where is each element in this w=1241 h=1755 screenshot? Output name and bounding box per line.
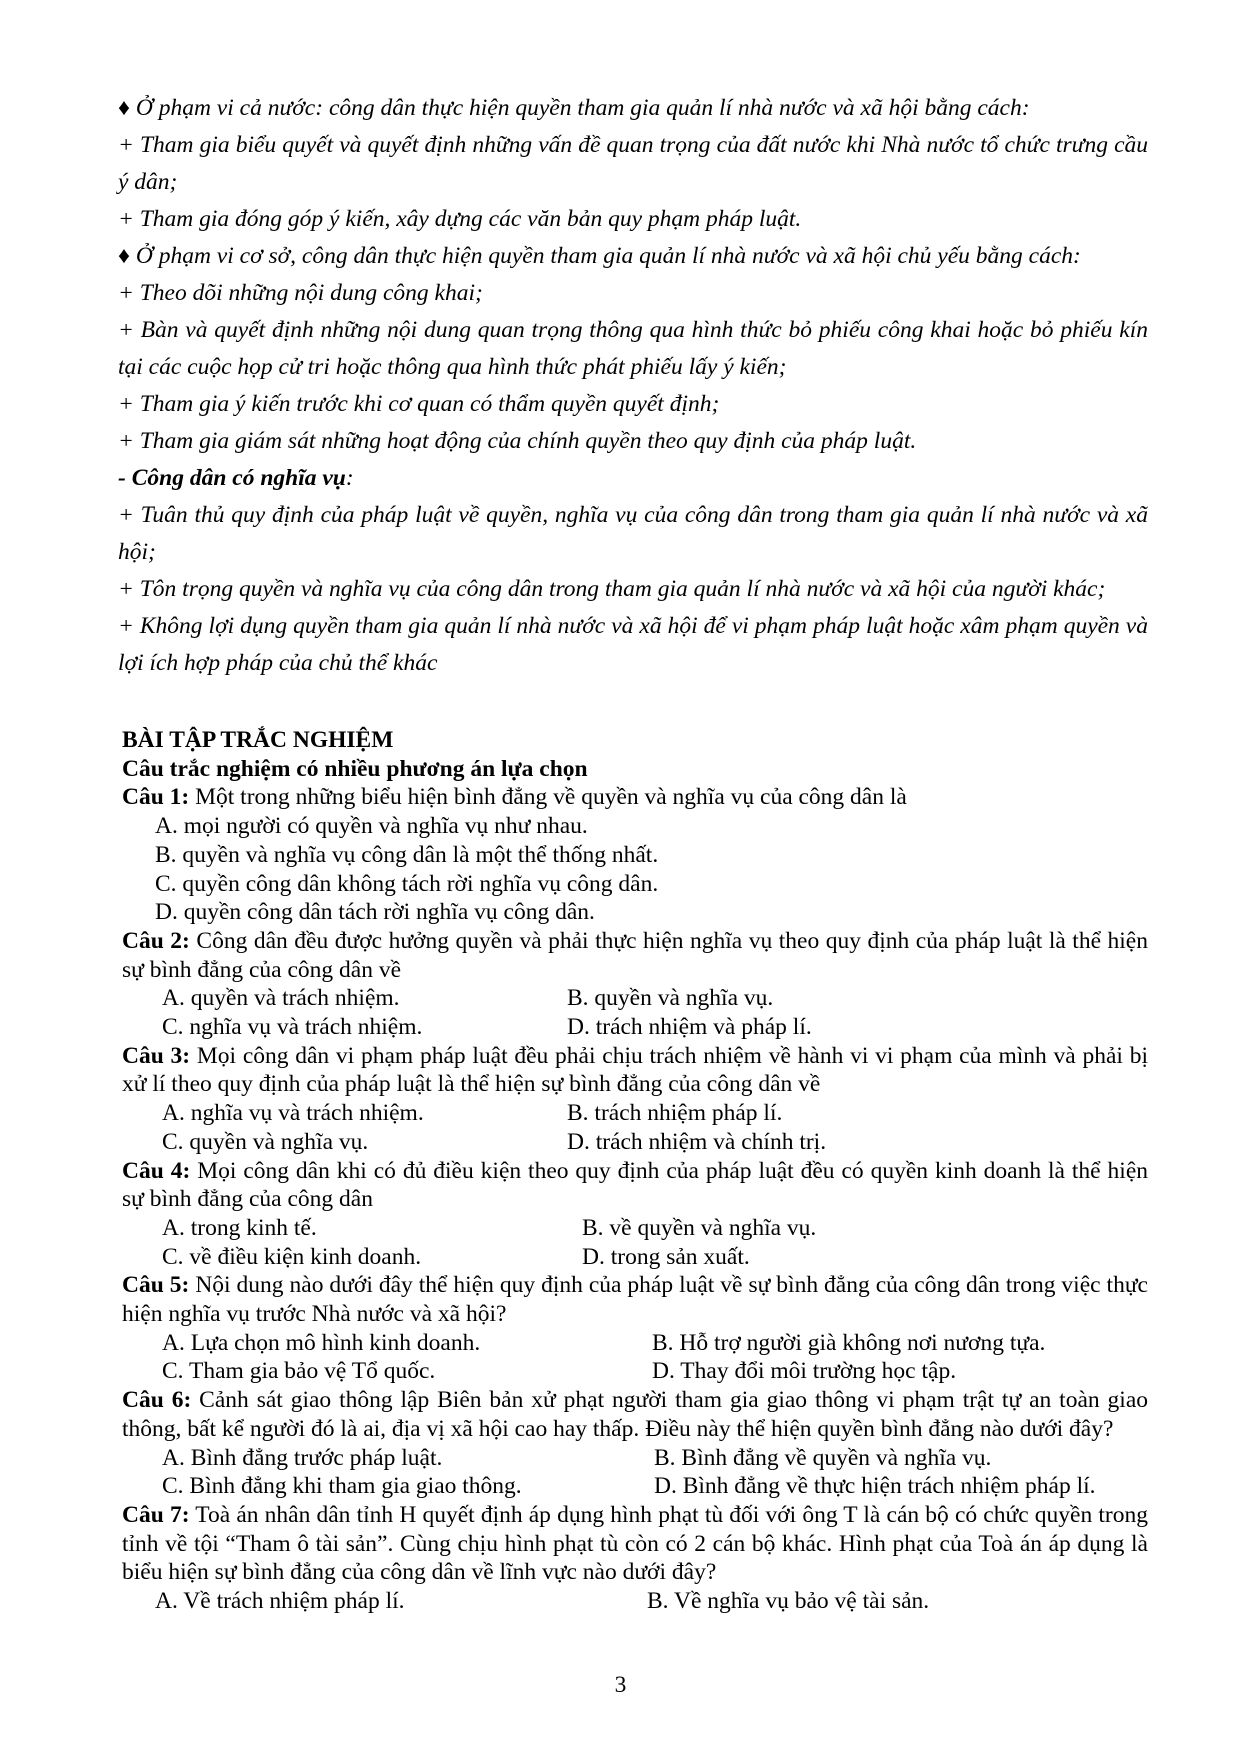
option-a: A. Bình đẳng trước pháp luật. — [162, 1444, 443, 1471]
question-number: Câu 2: — [122, 927, 190, 954]
option-d: D. quyền công dân tách rời nghĩa vụ công dân. — [155, 899, 595, 926]
theory-line: ♦ Ở phạm vi cơ sở, công dân thực hiện quyền tham gia quản lí nhà nước và xã hội chủ yếu bằng cách: — [118, 243, 1081, 269]
option-d: D. Thay đổi môi trường học tập. — [652, 1358, 957, 1385]
duty-heading-text: - Công dân có nghĩa vụ — [118, 465, 346, 491]
exercise-heading: BÀI TẬP TRẮC NGHIỆM — [122, 727, 394, 753]
theory-section — [118, 90, 1148, 682]
theory-line: + Tham gia đóng góp ý kiến, xây dựng các văn bản quy phạm pháp luật. — [118, 206, 802, 232]
theory-line: + Bàn và quyết định những nội dung quan trọng thông qua hình thức bỏ phiếu công khai hoặc bỏ phiếu kín tại các cuộc họp cử tri hoặc thông qua hình thức phát phiếu lấy ý kiến; — [118, 317, 1148, 380]
option-d: D. Bình đẳng về thực hiện trách nhiệm pháp lí. — [654, 1473, 1096, 1500]
theory-line: + Tham gia ý kiến trước khi cơ quan có thẩm quyền quyết định; — [118, 391, 720, 417]
option-c: C. về điều kiện kinh doanh. — [162, 1243, 422, 1270]
question-text: Cảnh sát giao thông lập Biên bản xử phạt người tham gia giao thông vi phạm trật tự an toàn giao thông, bất kể người đó là ai, địa vị xã hội cao hay thấp. Điều này thể hiện quyền bình đẳng nào dưới đây? — [122, 1387, 1148, 1442]
question-1 — [122, 783, 1148, 927]
option-c: C. Bình đẳng khi tham gia giao thông. — [162, 1473, 522, 1500]
option-d: D. trong sản xuất. — [582, 1243, 750, 1270]
exercise-subheading: Câu trắc nghiệm có nhiều phương án lựa chọn — [122, 755, 588, 782]
option-a: A. Lựa chọn mô hình kinh doanh. — [162, 1329, 481, 1356]
question-text: Nội dung nào dưới đây thể hiện quy định của pháp luật về sự bình đẳng của công dân trong việc thực hiện nghĩa vụ trước Nhà nước và xã hội? — [122, 1272, 1148, 1328]
option-c: C. Tham gia bảo vệ Tổ quốc. — [162, 1358, 436, 1385]
duty-heading-colon: : — [345, 465, 354, 491]
question-6 — [122, 1386, 1148, 1501]
option-a: A. quyền và trách nhiệm. — [162, 985, 400, 1012]
question-7 — [122, 1501, 1148, 1616]
question-4 — [122, 1157, 1148, 1272]
option-a: A. nghĩa vụ và trách nhiệm. — [162, 1100, 424, 1127]
option-d: D. trách nhiệm và chính trị. — [567, 1128, 827, 1155]
option-a: A. trong kinh tế. — [162, 1214, 317, 1241]
duty-line: + Tuân thủ quy định của pháp luật về quyền, nghĩa vụ của công dân trong tham gia quản lí nhà nước và xã hội; — [118, 502, 1148, 565]
option-c: C. nghĩa vụ và trách nhiệm. — [162, 1014, 423, 1041]
theory-line: + Tham gia giám sát những hoạt động của chính quyền theo quy định của pháp luật. — [118, 428, 917, 454]
option-b: B. quyền và nghĩa vụ. — [567, 985, 774, 1012]
question-2 — [122, 927, 1148, 1042]
question-number: Câu 4: — [122, 1157, 191, 1184]
page-number: 3 — [614, 1672, 627, 1698]
option-d: D. trách nhiệm và pháp lí. — [567, 1014, 812, 1041]
question-number: Câu 5: — [122, 1272, 190, 1299]
question-number: Câu 3: — [122, 1042, 191, 1069]
question-number: Câu 6: — [122, 1387, 192, 1414]
question-text: Mọi công dân khi có đủ điều kiện theo quy định của pháp luật đều có quyền kinh doanh là thể hiện sự bình đẳng của công dân — [122, 1157, 1148, 1213]
option-b: B. Bình đẳng về quyền và nghĩa vụ. — [654, 1444, 992, 1471]
option-b: B. quyền và nghĩa vụ công dân là một thể thống nhất. — [155, 841, 659, 868]
duty-heading — [118, 460, 1148, 497]
duty-line: + Không lợi dụng quyền tham gia quản lí nhà nước và xã hội để vi phạm pháp luật hoặc xâm phạm quyền và lợi ích hợp pháp của chủ thể khác — [118, 613, 1148, 676]
option-c: C. quyền và nghĩa vụ. — [162, 1128, 369, 1155]
option-c: C. quyền công dân không tách rời nghĩa vụ công dân. — [155, 870, 659, 897]
question-text: Mọi công dân vi phạm pháp luật đều phải chịu trách nhiệm về hành vi vi phạm của mình và phải bị xử lí theo quy định của pháp luật là thể hiện sự bình đẳng của công dân về — [122, 1042, 1148, 1098]
duty-line: + Tôn trọng quyền và nghĩa vụ của công dân trong tham gia quản lí nhà nước và xã hội của người khác; — [118, 576, 1106, 602]
theory-line: ♦ Ở phạm vi cả nước: công dân thực hiện quyền tham gia quản lí nhà nước và xã hội bằng cách: — [118, 95, 1030, 121]
option-b: B. Hỗ trợ người già không nơi nương tựa. — [652, 1329, 1046, 1356]
option-b: B. trách nhiệm pháp lí. — [567, 1100, 783, 1127]
question-number: Câu 7: — [122, 1501, 190, 1528]
theory-line: + Theo dõi những nội dung công khai; — [118, 280, 483, 306]
question-3 — [122, 1042, 1148, 1157]
option-b: B. Về nghĩa vụ bảo vệ tài sản. — [647, 1588, 930, 1615]
question-number: Câu 1: — [122, 784, 190, 811]
question-text: Công dân đều được hưởng quyền và phải thực hiện nghĩa vụ theo quy định của pháp luật là thể hiện sự bình đẳng của công dân về — [122, 927, 1148, 983]
quiz-section — [122, 726, 1148, 1616]
option-b: B. về quyền và nghĩa vụ. — [582, 1214, 817, 1241]
theory-line: + Tham gia biểu quyết và quyết định những vấn đề quan trọng của đất nước khi Nhà nước tổ chức trưng cầu ý dân; — [118, 132, 1148, 195]
option-a: A. mọi người có quyền và nghĩa vụ như nhau. — [155, 813, 588, 840]
question-5 — [122, 1271, 1148, 1386]
question-text: Một trong những biểu hiện bình đẳng về quyền và nghĩa vụ của công dân là — [189, 784, 907, 811]
option-a: A. Về trách nhiệm pháp lí. — [155, 1588, 405, 1615]
question-text: Toà án nhân dân tỉnh H quyết định áp dụng hình phạt tù đối với ông T là cán bộ có chức quyền trong tỉnh về tội “Tham ô tài sản”. Cùng chịu hình phạt tù còn có 2 cán bộ khác. Hình phạt của Toà án áp dụng là biểu hiện sự bình đẳng của công dân về lĩnh vực nào dưới đây? — [122, 1501, 1148, 1586]
